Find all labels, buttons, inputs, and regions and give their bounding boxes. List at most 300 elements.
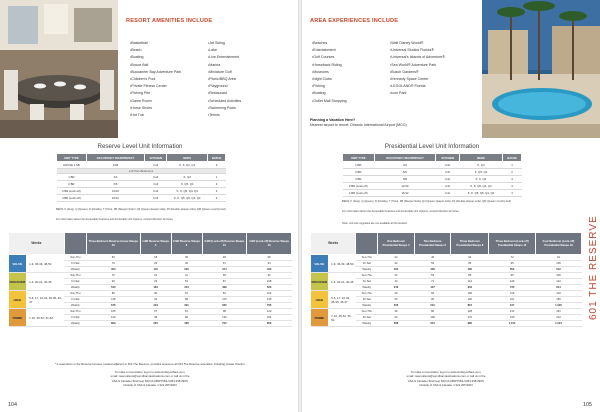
rate-header: 2 BR Reserve Sleeps 6 [171,233,202,255]
table-row [57,195,226,202]
rate-value: 374 [202,267,247,273]
presidential-unit-info-title: Presidential Level Unit Information [384,143,480,150]
area-item: • Museums [312,69,347,76]
rate-value: 625 [202,303,247,309]
table-cell: 3 BR (Lock-off) [343,183,375,190]
rate-value: 129 [489,279,536,285]
rate-value: 136 [247,297,292,303]
table-cell: 4 BR (Lock-off) [57,195,87,202]
rate-period: Weekly [356,321,378,327]
area-item: • Icon Park [390,90,445,97]
rate-period: Fri-Sat [356,261,378,267]
rate-value: 98 [202,309,247,315]
contact-line: Outside of USA & Canada: 1.321.205.5203 [123,383,177,388]
rate-value: 24 [378,255,415,261]
rate-header: Three Bedroom (Lock-off) Presidential Sleeps 12 [489,233,536,255]
rate-value: 142 [536,279,582,285]
rate-value: 212 [536,315,582,321]
table-cell: K, K, Q4 [459,176,502,183]
contact-block [8,370,292,388]
rate-value: 70 [86,273,140,279]
rate-period: Fri-Sat [64,279,86,285]
resort-amenities-title: RESORT AMENITIES INCLUDE [126,18,213,24]
rate-value: 917 [489,303,536,309]
contact-block [310,370,582,388]
contact-line: To make a reservation, log-in to www.clubwyndham.com, [114,370,186,374]
rate-period: Fri-Sat [64,261,86,267]
rate-value: 164 [247,315,292,321]
rate-value: 313 [171,285,202,291]
table-header: KITCHEN [436,154,459,162]
rate-period: Sun-Thu [356,291,378,297]
contact-line: USA & Canada (Toll-Free) 844-CLUBWYNDH (844.258.2997) [407,378,485,383]
rate-value: 612 [414,321,451,327]
rate-value: 106 [536,273,582,279]
table-cell: 1 [208,174,226,181]
table-cell: Full [145,181,167,188]
rate-value: 306 [414,267,451,273]
contact-line: email: reservations@wyndhamdestinations.com or call us in the [110,374,190,379]
rate-value: 180 [536,297,582,303]
table-cell: 4 BR (Lock-off) [343,190,375,197]
season-label: HIGH [311,291,329,309]
rate-value: 499 [202,285,247,291]
rate-value: 18 [140,255,171,261]
rate-table-body [311,255,582,327]
amenity-item: • Game Room [130,98,181,105]
left-page [0,0,298,412]
table-row [57,188,226,195]
rate-value: 143 [489,309,536,315]
area-item: • LEGOLAND® Florida [390,83,445,90]
rate-period: Fri-Sat [356,279,378,285]
amenity-item: • Miniature Golf [208,69,241,76]
area-item: • Golf Courses [312,54,347,61]
table-cell: Full [145,162,167,169]
rate-value: 65 [202,273,247,279]
footnote: * A reservation in the Reserve Houses, located adjacent to 601 The Reserve, provides access to all 601 The Reserve amenities, including private checkin. [54,362,246,366]
beds-legend-note: BEDS: K (King), Q (Queen), D (Double), T (Twin), SB (Sleeper Sofa), Q4 (Queen sleeper sofa), P2 (Double sleeper sofa), QM (Queen murphy bed) [342,200,512,203]
amenity-item: • Jet Skiing [208,40,241,47]
rate-value: 25 [140,261,171,267]
rate-period: Sun-Thu [356,273,378,279]
table-cell: 1 BR [57,174,87,181]
table-header: UNIT TYPE [343,154,375,162]
rate-value: 37 [140,309,171,315]
table-cell: 16/12 [86,195,144,202]
rate-value: 526 [247,285,292,291]
season-weeks: 7-16, 25-52, 51-52 [26,309,64,327]
table-cell: 3 [503,176,522,183]
table-cell: K, K, Q5, Q4, Q4 [459,183,502,190]
weeks-header: Weeks [9,233,65,255]
vertical-title-text: 601 THE RESERVE [588,215,599,320]
rate-value: 490 [451,267,489,273]
season-weeks: 1-9, 36-39, 48-50 [328,255,356,273]
rate-value: 94 [247,261,292,267]
rate-value: 40 [378,291,415,297]
amenity-item: • Bocce Ball [130,62,181,69]
rate-value: 140 [451,297,489,303]
rate-value: 48 [202,255,247,261]
amenity-item: • Playground [208,83,241,90]
rate-value: 130 [202,315,247,321]
rate-value: 540 [86,285,140,291]
rate-value: 190 [489,315,536,321]
rate-value: 90 [414,297,451,303]
rate-value: 1,020 [536,303,582,309]
upgrade-note: Note: unit-size upgrades are not available at this location [342,222,408,225]
rate-header: One Bedroom Presidential Sleeps 4 [378,233,415,255]
table-cell: 2 BR [343,169,375,176]
table-cell: Full [436,190,459,197]
rate-value: 53 [86,255,140,261]
table-header: KITCHEN [145,154,167,162]
amenities-list-col2 [208,40,241,119]
presidential-unit-table [342,153,522,197]
rate-value: 368 [378,321,415,327]
area-list-col1 [312,40,347,105]
amenity-item: • Swimming Pools [208,105,241,112]
season-weeks: 5-6, 17, 22-34, 35-35, 46-47 [26,291,64,309]
table-cell: 10/8 [86,162,144,169]
rate-value: 306 [378,303,415,309]
rate-value: 24 [140,273,171,279]
rate-value: 114 [451,279,489,285]
rate-value: 61 [171,309,202,315]
beds-legend-note: BEDS: K (King), Q (Queen), D (Double), T (Twin), SB (Sleeper Sofa) / Q4 (Queen sleeper sofa), P2 (Double sleeper sofa), QM (Queen murphy bed) [56,208,226,211]
rate-table-body [9,255,292,327]
rate-value: 42 [140,297,171,303]
rate-value: 82 [171,315,202,321]
rate-value: 735 [489,285,536,291]
rate-value: 85 [451,273,489,279]
rate-value: 54 [171,279,202,285]
rate-value: 795 [247,303,292,309]
area-item: • Horseback Riding [312,62,347,69]
amenity-item: • Children's Pool [130,76,181,83]
table-header: OCCUPANCY MAX/PRIVACY [86,154,144,162]
rate-value: 128 [451,309,489,315]
rate-value: 87 [202,279,247,285]
area-item: • Walt Disney World® [390,40,445,47]
contact-line: To make a reservation, log-in to www.clubwyndham.com, [410,370,482,374]
rate-value: 95 [489,261,536,267]
season-label: DISCOVER [9,273,27,291]
contact-line: email: reservations@wyndhamdestinations.com or call us in the [406,374,486,379]
rate-period: Fri-Sat [64,315,86,321]
table-cell: Full [436,162,459,169]
season-weeks: 7-16, 25-52, 51-52 [328,309,356,327]
rate-value: 816 [451,303,489,309]
contact-line: USA & Canada (Toll-Free) 844-CLUBWYNDH (844.258.2997) [111,378,189,383]
rate-value: 40 [171,261,202,267]
table-cell: K, K, Q5, Q4, Q4 [167,188,208,195]
rate-value: 140 [140,267,171,273]
rate-value: 30 [140,291,171,297]
season-label: HIGH [9,291,27,309]
table-row [343,169,522,176]
rate-value: 32 [378,273,415,279]
rate-value: 64 [451,255,489,261]
rate-value: 70 [86,261,140,267]
rate-value: 66 [414,291,451,297]
rate-value: 40 [414,255,451,261]
table-cell: K, Q5, Q4 [167,181,208,188]
table-header: BATHS [503,154,522,162]
table-cell: 4/4 [86,174,144,181]
rate-value: 281 [140,321,171,327]
rate-value: 53 [414,261,451,267]
table-cell: 1 BR [343,162,375,169]
rate-value: 49 [378,309,415,315]
rate-period: Weekly [356,303,378,309]
reserve-unit-info-title: Reserve Level Unit Information [97,143,183,150]
rate-value: 48 [140,315,171,321]
amenity-item: • Scheduled Activities [208,98,241,105]
presidential-rate-table [310,232,582,327]
amenity-item: • Buccaneer Bay Adventure Park [130,69,181,76]
table-header: BEDS [459,154,502,162]
rate-value: 105 [86,309,140,315]
rate-value: 53 [378,297,415,303]
amenity-item: • Hot Tub [130,112,181,119]
season-weeks: 1-4, 20-21, 40-45 [328,273,356,291]
rate-value: 30 [171,255,202,261]
vertical-resort-title [586,100,598,330]
rate-header: Three Bedroom Reserve House Sleeps 10 [86,233,140,255]
rate-value: 161 [536,309,582,315]
rate-value: 676 [86,303,140,309]
rate-value: 106 [451,291,489,297]
rate-value: 68 [171,297,202,303]
table-cell: 2 BR [57,181,87,188]
rate-value: 106 [414,315,451,321]
accessible-note: For information about the Accessible Features and Accessible Unit Options, contact Member Services. [342,210,460,213]
rate-period: Sun-Thu [64,291,86,297]
reserve-unit-table [56,153,226,202]
rate-period: Fri-Sat [64,297,86,303]
rate-value: 89 [86,291,140,297]
planning-title: Planning a Vacation Here? [310,118,356,122]
rate-period: Weekly [356,285,378,291]
table-cell: 3 [208,162,226,169]
rate-value: 246 [378,285,415,291]
blank-header [356,233,378,255]
season-label: PRIME [311,309,329,327]
rate-period: Weekly [64,303,86,309]
rate-header: Four Bedroom (Lock-off) Presidential Sleeps 16 [536,233,582,255]
rate-value: 170 [451,315,489,321]
table-header: BATHS [208,154,226,162]
rate-value: 95 [489,273,536,279]
table-cell: K, Q4 [167,174,208,181]
rate-period: Weekly [64,267,86,273]
rate-value: 119 [489,291,536,297]
rate-value: 407 [414,285,451,291]
amenity-item: • Live Entertainment [208,54,241,61]
rate-value: 980 [451,321,489,327]
rate-value: 102 [247,291,292,297]
table-cell: 4 [503,190,522,197]
rate-period: Fri-Sat [356,315,378,321]
rate-period: Weekly [356,267,378,273]
rate-header: 4 BR (Lock-off) Reserve Sleeps 16 [247,233,292,255]
rate-value: 184 [378,267,415,273]
planning-block [310,118,407,128]
table-cell: K, K, Q5, Q5, Q4, Q4 [459,190,502,197]
rate-value: 92 [247,273,292,279]
table-cell: 3 BR (Lock-off) [57,188,87,195]
rate-value: 468 [171,321,202,327]
rate-value: 391 [171,303,202,309]
reserve-rate-table [8,232,292,327]
rate-value: 1,101 [489,321,536,327]
table-row [57,181,226,188]
rate-value: 53 [414,273,451,279]
amenity-item: • Tennis [208,112,241,119]
table-header: OCCUPANCY MAX/PRIVACY [374,154,436,162]
table-row [343,190,522,197]
table-cell: Loft Plus Bedrooms [57,169,226,174]
contact-line: Outside of USA & Canada: 1.321.205.5203 [419,383,473,388]
amenity-item: • Boating [130,54,181,61]
rate-period: Weekly [64,321,86,327]
rate-value: 161 [489,297,536,303]
rate-value: 140 [86,315,140,321]
area-item: • Sea World® Adventure Park [390,62,445,69]
rate-value: 66 [247,255,292,261]
rate-header: Two Bedroom Presidential Sleeps 6 [414,233,451,255]
table-cell: K, K, Q5, Q5, Q4, Q4 [167,195,208,202]
table-cell: 4/4 [374,162,436,169]
table-cell: 3 [208,188,226,195]
table-cell: Full [436,169,459,176]
table-cell: 3 BR [343,176,375,183]
page-number: 105 [583,402,592,408]
pool-photo [482,0,600,138]
rate-header: 1 BR Reserve Sleeps 4 [140,233,171,255]
area-item: • Busch Gardens® [390,69,445,76]
area-item: • Entertainment [312,47,347,54]
weeks-header: Weeks [311,233,356,255]
season-weeks: 1-9, 36-39, 48-50 [26,255,64,273]
blank-header [64,233,86,255]
rate-value: 71 [414,279,451,285]
amenity-item: • Marina [208,62,241,69]
table-cell: 3 [503,183,522,190]
table-header: UNIT TYPE [57,154,87,162]
amenity-item: • Horse Shoes [130,105,181,112]
rate-period: Sun-Thu [356,309,378,315]
rate-value: 72 [489,255,536,261]
accessible-note: For information about the Accessible Features and Accessible Unit Options, contact Member Services. [56,218,174,221]
area-item: • Kennedy Space Center [390,76,445,83]
rate-value: 67 [202,261,247,267]
area-list-col2 [390,40,445,98]
amenity-item: • Basketball [130,40,181,47]
rate-value: 32 [378,261,415,267]
table-cell: K, Q5, Q4 [459,169,502,176]
table-row [343,162,522,169]
rate-value: 51 [171,291,202,297]
rate-value: 106 [536,261,582,267]
table-cell: 1 [503,162,522,169]
amenity-item: • Picnic/BBQ Area [208,76,241,83]
rate-value: 809 [86,321,140,327]
rate-value: 110 [202,297,247,303]
table-row [57,174,226,181]
season-label: PRIME [9,309,27,327]
table-cell: K, K, Q1, Q1 [167,162,208,169]
table-row [343,183,522,190]
table-cell: Full [145,188,167,195]
rate-period: Weekly [64,285,86,291]
rate-period: Sun-Thu [356,255,378,261]
rate-value: 510 [414,303,451,309]
rate-value: 234 [140,303,171,309]
table-cell: 4 [208,195,226,202]
rate-value: 80 [414,309,451,315]
rate-value: 814 [536,285,582,291]
rate-value: 612 [536,267,582,273]
area-item: • Outlet Mall Shopping [312,98,347,105]
rate-value: 108 [247,279,292,285]
table-cell: 16/12 [374,190,436,197]
table-cell: Full [145,195,167,202]
rate-value: 132 [536,291,582,297]
rate-period: Fri-Sat [356,297,378,303]
right-page [302,0,600,412]
table-cell: K, Q4 [459,162,502,169]
rate-value: 118 [86,297,140,303]
table-cell: 2 [503,169,522,176]
amenity-item: • Fishing Pier [130,90,181,97]
rate-value: 41 [171,273,202,279]
season-label: VALUE [311,255,329,273]
rate-value: 64 [378,315,415,321]
rate-value: 91 [536,255,582,261]
rate-value: 85 [451,261,489,267]
table-cell: Full [436,176,459,183]
table-cell: Full [436,183,459,190]
season-label: DISCOVER [311,273,329,291]
rate-value: 493 [247,267,292,273]
area-item: • Beaches [312,40,347,47]
rate-value: 552 [489,267,536,273]
area-item: • Boating [312,90,347,97]
area-item: • Night Clubs [312,76,347,83]
rate-value: 81 [202,291,247,297]
table-cell: 12/10 [374,183,436,190]
amenity-item: • Restaurant [208,90,241,97]
rate-value: 120 [247,309,292,315]
planning-text: Nearest airport to resort: Orlando International Airport (MCO) [310,123,407,127]
table-cell: 2 [208,181,226,188]
table-cell: 6/6 [374,169,436,176]
rate-period: Sun-Thu [64,255,86,261]
rate-value: 752 [202,321,247,327]
table-row [57,162,226,169]
table-cell: 12/10 [86,188,144,195]
rate-value: 184 [140,285,171,291]
rate-value: 43 [378,279,415,285]
rate-header: 3 BR (Lock-off) Reserve Sleeps 12 [202,233,247,255]
amenity-item: • Lake [208,47,241,54]
table-cell: Full [145,174,167,181]
rate-header: Three Bedroom Presidential Sleeps 8 [451,233,489,255]
rate-value: 33 [140,279,171,285]
